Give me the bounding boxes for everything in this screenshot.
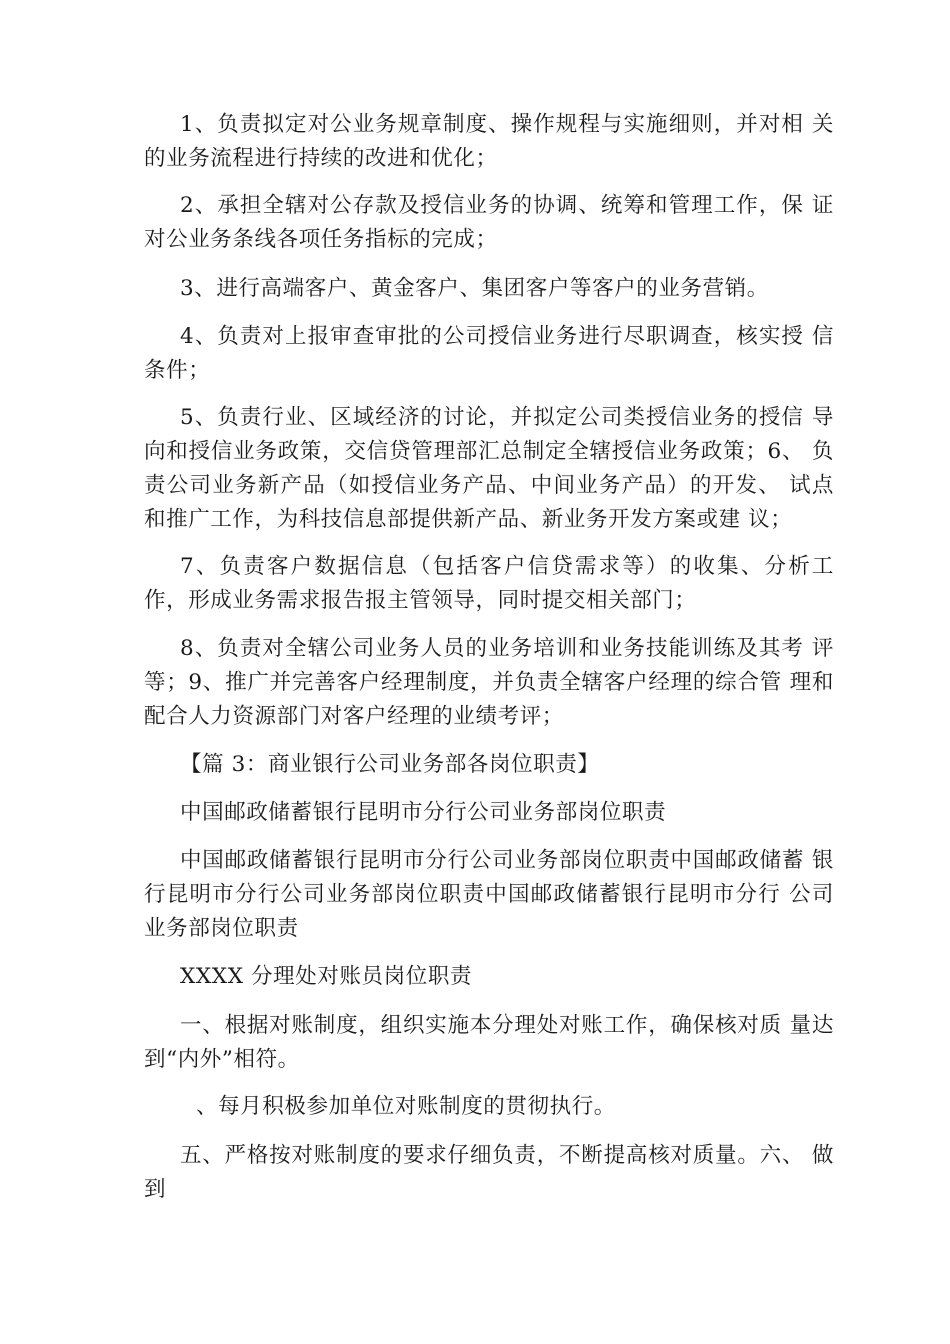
paragraph-repeated-title: 中国邮政储蓄银行昆明市分行公司业务部岗位职责中国邮政储蓄 银行昆明市分行公司业务部岗位职责中国邮政储蓄银行昆明市分行 公司业务部岗位职责 <box>144 848 834 941</box>
paragraph-1: 1、负责拟定对公业务规章制度、操作规程与实施细则，并对相 关的业务流程进行持续的改进和优化； <box>144 112 834 171</box>
paragraph-2: 2、承担全辖对公存款及授信业务的协调、统筹和管理工作，保 证对公业务条线各项任务指标的完成； <box>144 193 834 252</box>
paragraph-3: 3、进行高端客户、黄金客户、集团客户等客户的业务营销。 <box>180 276 769 301</box>
duty-monthly: 、每月积极参加单位对账制度的贯彻执行。 <box>196 1094 616 1119</box>
position-title: XXXX 分理处对账员岗位职责 <box>180 964 473 989</box>
paragraph-5: 5、负责行业、区域经济的讨论，并拟定公司类授信业务的授信 导向和授信业务政策，交信贷管理部汇总制定全辖授信业务政策；6、 负责公司业务新产品（如授信业务产品、中间业务产品）的开发、 试点和推广工作，为科技信息部提供新产品、新业务开发方案或建 议； <box>144 405 834 532</box>
paragraph-8: 8、负责对全辖公司业务人员的业务培训和业务技能训练及其考 评等；9、推广并完善客户经理制度，并负责全辖客户经理的综合管 理和配合人力资源部门对客户经理的业绩考评； <box>144 636 834 729</box>
duty-1: 一、根据对账制度，组织实施本分理处对账工作，确保核对质 量达到“内外”相符。 <box>144 1013 834 1072</box>
paragraph-4: 4、负责对上报审查审批的公司授信业务进行尽职调查，核实授 信条件； <box>144 324 834 383</box>
duty-5: 五、严格按对账制度的要求仔细负责，不断提高核对质量。六、 做到 <box>144 1143 834 1202</box>
paragraph-7: 7、负责客户数据信息（包括客户信贷需求等）的收集、分析工 作，形成业务需求报告报主管领导，同时提交相关部门； <box>144 554 834 613</box>
subheading: 中国邮政储蓄银行昆明市分行公司业务部岗位职责 <box>180 800 667 825</box>
section-heading: 【篇 3：商业银行公司业务部各岗位职责】 <box>180 752 600 777</box>
